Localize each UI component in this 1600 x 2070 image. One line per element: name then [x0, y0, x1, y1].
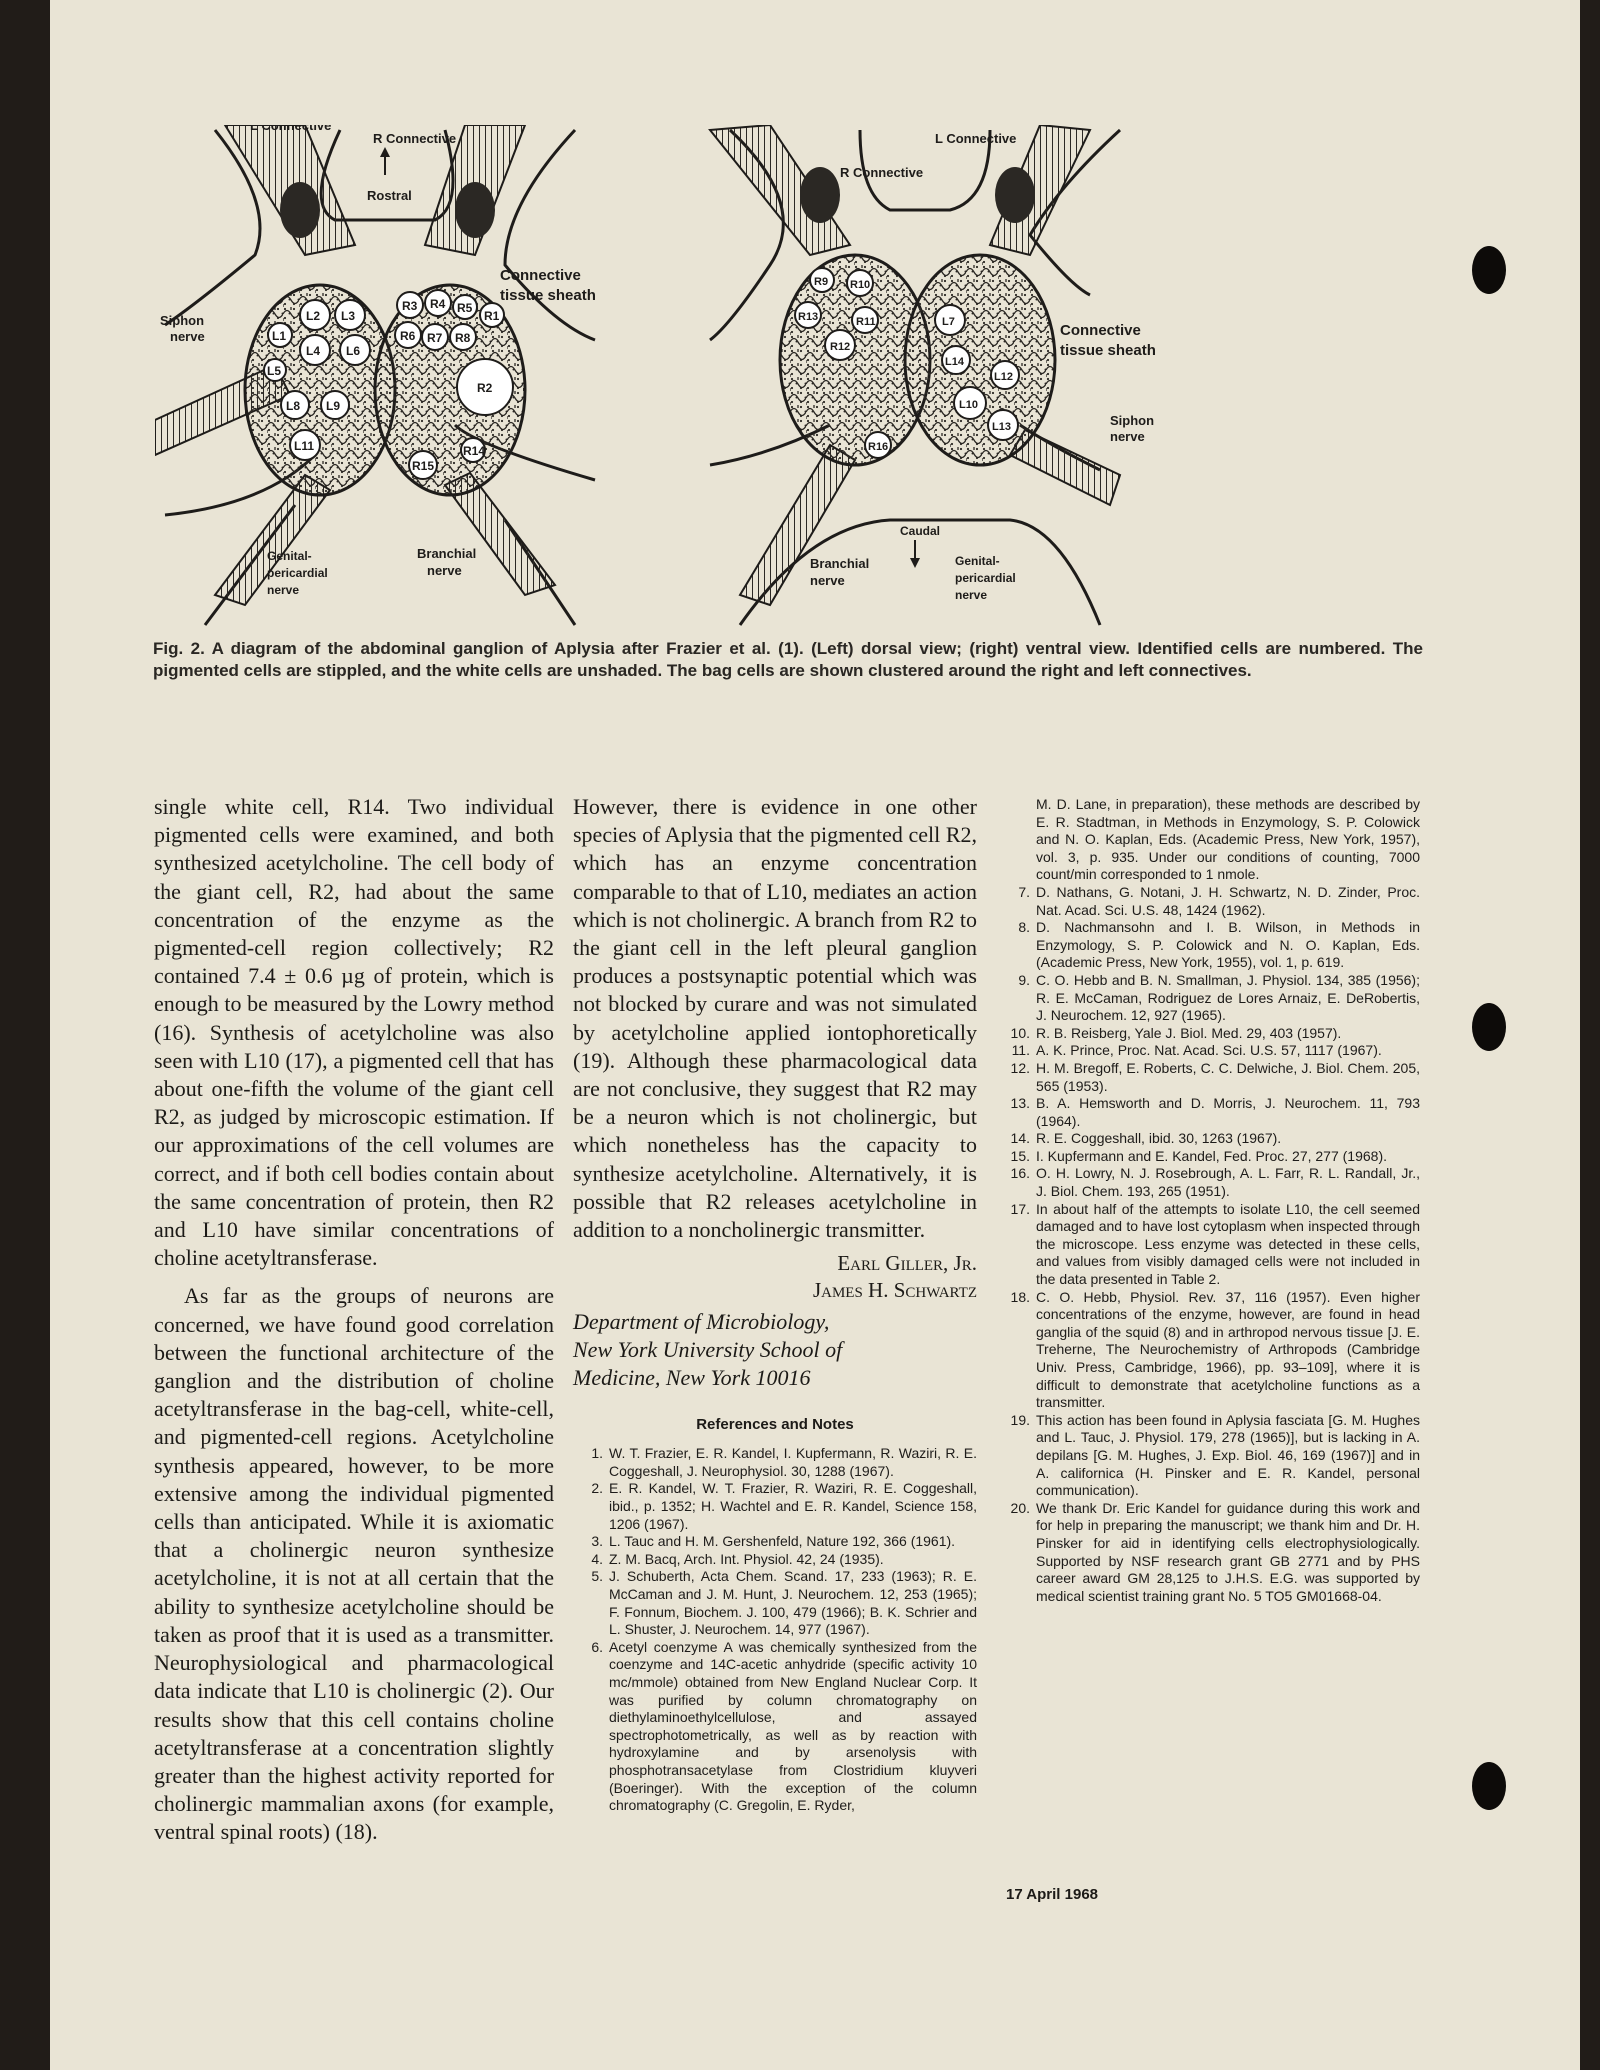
reference-item: [1000, 1500, 1420, 1606]
reference-item: [1000, 919, 1420, 972]
reference-number: 5.: [591, 1568, 603, 1585]
label-caudal: Caudal: [900, 524, 941, 538]
right-ventral-view: [710, 125, 1156, 625]
reference-item: [1000, 1095, 1420, 1130]
cell-label: R3: [402, 299, 418, 313]
label-sheath: tissue sheath: [1060, 342, 1156, 359]
cell-label: L6: [346, 344, 361, 358]
cell-label: L10: [959, 399, 978, 411]
reference-number: 10.: [1010, 1024, 1030, 1041]
reference-item: [1000, 1060, 1420, 1095]
cell-label: L12: [994, 371, 1013, 383]
cell-label: R4: [430, 297, 446, 311]
label-branchial-nerve: nerve: [810, 573, 845, 588]
references-column-3: [1000, 796, 1420, 1605]
reference-number: 2.: [591, 1480, 603, 1497]
label-branchial-nerve: Branchial: [417, 546, 477, 561]
cell-label: L11: [294, 439, 315, 453]
reference-item: [1000, 1130, 1420, 1148]
cell-label: L14: [945, 356, 964, 368]
label-genital-nerve: Genital-: [267, 549, 312, 563]
cell-label: R6: [400, 329, 416, 343]
label-genital-nerve: nerve: [267, 583, 300, 597]
reference-number: 19.: [1010, 1411, 1030, 1428]
label-sheath: Connective: [1060, 322, 1141, 339]
reference-text: J. Schuberth, Acta Chem. Scand. 17, 233 (1963); R. E. McCaman and J. M. Hunt, J. Neurochem. 12, 253 (1965); F. Fonnum, Biochem. J. 100, 479 (1966); B. K. Schrier and L. Shuster, J. Neurochem. 14, 977 (1967).: [609, 1568, 977, 1638]
reference-text: R. B. Reisberg, Yale J. Biol. Med. 29, 403 (1957).: [1036, 1024, 1342, 1041]
body-column-1: [154, 793, 554, 1847]
reference-item: [1000, 1148, 1420, 1166]
reference-item: [1000, 1165, 1420, 1200]
reference-number: 16.: [1010, 1165, 1030, 1182]
reference-number: 7.: [1018, 883, 1030, 900]
reference-text: D. Nachmansohn and I. B. Wilson, in Methods in Enzymology, S. P. Colowick and N. O. Kaplan, Eds. (Academic Press, New York, 1955), vol. 1, p. 619.: [1036, 919, 1420, 971]
binder-hole: [1472, 1762, 1506, 1810]
reference-item: [1000, 1025, 1420, 1043]
reference-number: 4.: [591, 1550, 603, 1567]
reference-item: [573, 1551, 977, 1569]
binder-hole: [1472, 1003, 1506, 1051]
affiliation-line: Medicine, New York 10016: [573, 1365, 811, 1391]
cell-label: R15: [412, 459, 435, 473]
author-name: James H. Schwartz: [812, 1278, 977, 1303]
reference-item: [573, 1445, 977, 1480]
cell-label: L1: [272, 329, 287, 343]
author-name: Earl Giller, Jr.: [837, 1251, 977, 1276]
label-r-connective: R Connective: [373, 131, 457, 146]
cell-label: L7: [942, 316, 955, 328]
label-branchial-nerve: Branchial: [810, 556, 870, 571]
label-rostral: Rostral: [367, 188, 412, 203]
cell-label: R12: [830, 341, 851, 353]
reference-text: We thank Dr. Eric Kandel for guidance during this work and for help in preparing the manuscript; we thank him and Dr. H. Pinsker for aid in identifying cells electrophysiologically. Supported by NSF research grant GB 2771 and by PHS career award GM 28,125 to J.H.S. E.G. was supported by medical scientist training grant No. 5 TO5 GM01668-04.: [1036, 1499, 1420, 1604]
label-genital-nerve: pericardial: [955, 571, 1016, 585]
affiliation-line: Department of Microbiology,: [573, 1309, 830, 1335]
label-branchial-nerve: nerve: [427, 563, 462, 578]
reference-number: 15.: [1010, 1147, 1030, 1164]
cell-label: L5: [267, 364, 282, 378]
reference-text: Z. M. Bacq, Arch. Int. Physiol. 42, 24 (1935).: [609, 1550, 884, 1567]
label-r-connective: R Connective: [840, 165, 924, 180]
references-list: [1000, 884, 1420, 1605]
reference-text: E. R. Kandel, W. T. Frazier, R. Waziri, R. E. Coggeshall, ibid., p. 1352; H. Wachtel and E. R. Kandel, Science 158, 1206 (1967).: [609, 1480, 977, 1532]
cell-label: R13: [798, 311, 819, 323]
reference-item: [573, 1639, 977, 1815]
cell-label: R14: [463, 444, 486, 458]
reference-number: 1.: [591, 1445, 603, 1462]
paragraph: single white cell, R14. Two individual pigmented cells were examined, and both synthesized acetylcholine. The cell body of the giant cell, R2, had about the same concentration of the enzyme as the pigmented-cell region collectively; R2 contained 7.4 ± 0.6 µg of protein, which is enough to be measured by the Lowry method (16). Synthesis of acetylcholine was also seen with L10 (17), a pigmented cell that has about one-fifth the volume of the giant cell R2, as judged by microscopic estimation. If our approximations of the cell volumes are correct, and if both cell bodies contain about the same concentration of protein, then R2 and L10 have similar concentrations of choline acetyltransferase.: [154, 794, 554, 1271]
binder-hole: [1472, 246, 1506, 294]
reference-text: D. Nathans, G. Notani, J. H. Schwartz, N. D. Zinder, Proc. Nat. Acad. Sci. U.S. 48, 1424 (1962).: [1036, 883, 1420, 918]
reference-item: [1000, 1042, 1420, 1060]
label-genital-nerve: nerve: [955, 588, 988, 602]
paragraph: As far as the groups of neurons are concerned, we have found good correlation between the functional architecture of the ganglion and the distribution of choline acetyltransferase in the bag-cell, white-cell, and pigmented-cell regions. Acetylcholine synthesis appeared, however, to be more extensive among the individual pigmented cells than anticipated. While it is axiomatic that a cholinergic neuron synthesize acetylcholine, it is not at all certain that the ability to synthesize acetylcholine should be taken as proof that it is used as a transmitter. Neurophysiological and pharmacological data indicate that L10 is cholinergic (2). Our results show that this cell contains choline acetyltransferase at a concentration slightly greater than the highest activity reported for cholinergic mammalian axons (for example, ventral spinal roots) (18).: [154, 1283, 554, 1845]
label-l-connective: L Connective: [935, 131, 1017, 146]
reference-number: 3.: [591, 1533, 603, 1550]
cell-label: L3: [341, 309, 356, 323]
reference-item: [1000, 972, 1420, 1025]
label-sheath: Connective: [500, 267, 581, 284]
reference-item: [1000, 1412, 1420, 1500]
cell-label: R11: [856, 316, 876, 328]
body-column-2: [573, 793, 977, 1815]
cell-label: R8: [455, 331, 471, 345]
reference-text: This action has been found in Aplysia fasciata [G. M. Hughes and L. Tauc, J. Physiol. 179, 278 (1965)], but is lacking in A. depilans [G. M. Hughes, J. Exp. Biol. 46, 169 (1967)] and in A. californica (H. Pinsker and E. R. Kandel, personal communication).: [1036, 1411, 1420, 1499]
ganglion-figure: [155, 125, 1425, 630]
reference-number: 9.: [1018, 971, 1030, 988]
cell-label: L8: [286, 399, 301, 413]
label-siphon-nerve: nerve: [170, 329, 205, 344]
reference-number: 14.: [1010, 1130, 1030, 1147]
affiliation-line: New York University School of: [573, 1337, 843, 1363]
reference-number: 17.: [1010, 1200, 1030, 1217]
reference-text: C. O. Hebb and B. N. Smallman, J. Physiol. 134, 385 (1956); R. E. McCaman, Rodriguez de Lores Arnaiz, E. DeRobertis, J. Neurochem. 12, 927 (1965).: [1036, 971, 1420, 1024]
reference-text: H. M. Bregoff, E. Roberts, C. C. Delwiche, J. Biol. Chem. 205, 565 (1953).: [1036, 1059, 1420, 1094]
left-dorsal-view: [155, 125, 596, 625]
references-heading: References and Notes: [696, 1416, 854, 1434]
reference-text: O. H. Lowry, N. J. Rosebrough, A. L. Farr, R. L. Randall, Jr., J. Biol. Chem. 193, 265 (1951).: [1036, 1165, 1420, 1200]
label-siphon-nerve: nerve: [1110, 429, 1145, 444]
cell-label: R9: [814, 276, 829, 288]
cell-label: R1: [484, 309, 500, 323]
reference-number: 8.: [1018, 919, 1030, 936]
reference-item: [1000, 1289, 1420, 1412]
reference-number: 6.: [591, 1638, 603, 1655]
reference-number: 12.: [1010, 1059, 1030, 1076]
cell-label: R5: [457, 301, 473, 315]
label-genital-nerve: pericardial: [267, 566, 328, 580]
reference-item: [573, 1533, 977, 1551]
label-siphon-nerve: Siphon: [160, 313, 205, 328]
reference-number: 11.: [1011, 1042, 1030, 1059]
reference-item: [573, 1480, 977, 1533]
figure-caption: Fig. 2. A diagram of the abdominal ganglion of Aplysia after Frazier et al. (1). (Left) dorsal view; (right) ventral view. Identified cells are numbered. The pigmented cells are stippled, and the white cells are unshaded. The bag cells are shown clustered around the right and left connectives.: [153, 639, 1423, 680]
reference-text: L. Tauc and H. M. Gershenfeld, Nature 192, 366 (1961).: [609, 1533, 956, 1550]
label-siphon-nerve: Siphon: [1110, 413, 1155, 428]
references-list: [573, 1445, 977, 1814]
reference-continuation: M. D. Lane, in preparation), these methods are described by E. R. Stadtman, in Methods in Enzymology, S. P. Colowick and N. O. Kaplan, Eds. (Academic Press, New York, 1957), vol. 3, p. 935. Under our conditions of counting, 7000 count/min corresponded to 1 nmole.: [1036, 796, 1420, 883]
paragraph: However, there is evidence in one other species of Aplysia that the pigmented cell R2, which has an enzyme concentration comparable to that of L10, mediates an action which is not cholinergic. A branch from R2 to the giant cell in the left pleural ganglion produces a postsynaptic potential which was not blocked by curare and was not simulated by acetylcholine applied iontophoretically (19). Although these pharmacological data are not conclusive, they suggest that R2 may be a neuron which is not cholinergic, but which nonetheless has the capacity to synthesize acetylcholine. Alternatively, it is possible that R2 releases acetylcholine in addition to a noncholinergic transmitter.: [573, 794, 977, 1243]
cell-label: L13: [992, 421, 1011, 433]
reference-text: R. E. Coggeshall, ibid. 30, 1263 (1967).: [1036, 1130, 1282, 1147]
cell-label: R7: [427, 331, 443, 345]
reference-number: 20.: [1010, 1499, 1030, 1516]
reference-text: W. T. Frazier, E. R. Kandel, I. Kupfermann, R. Waziri, R. E. Coggeshall, J. Neurophysiol. 30, 1288 (1967).: [609, 1445, 977, 1479]
cell-label: R2: [477, 381, 493, 395]
label-sheath: tissue sheath: [500, 287, 596, 304]
reference-number: 18.: [1010, 1288, 1030, 1305]
label-l-connective: L Connective: [250, 125, 332, 133]
affiliation: [573, 1308, 977, 1392]
reference-number: 13.: [1010, 1095, 1030, 1112]
reference-text: I. Kupfermann and E. Kandel, Fed. Proc. 27, 277 (1968).: [1036, 1147, 1387, 1164]
reference-text: Acetyl coenzyme A was chemically synthesized from the coenzyme and 14C-acetic anhydride (specific activity 10 mc/mmole) obtained from New England Nuclear Corp. It was purified by column chromatography on diethylaminoethylcellulose, and assayed spectrophotometrically, as well as by reaction with hydroxylamine and by arsenolysis with phosphotransacetylase from Clostridium kluyveri (Boeringer). With the exception of the column chromatography (C. Gregolin, E. Ryder,: [609, 1638, 977, 1814]
cell-label: R10: [850, 279, 871, 291]
cell-label: L2: [306, 309, 321, 323]
cell-label: L9: [326, 399, 341, 413]
reference-text: C. O. Hebb, Physiol. Rev. 37, 116 (1957). Even higher concentrations of the enzyme, however, are found in head ganglia of the squid (8) and in arthropod nervous tissue [J. E. Treherne, The Neurochemistry of Arthropods (Cambridge Univ. Press, Cambridge, 1966), pp. 93–109], where it is difficult to demonstrate that acetylcholine functions as a transmitter.: [1036, 1288, 1420, 1411]
reference-item: [1000, 1201, 1420, 1289]
cell-label: L4: [306, 344, 321, 358]
reference-item: [1000, 884, 1420, 919]
reference-item: [573, 1568, 977, 1638]
issue-date: 17 April 1968: [1006, 1886, 1098, 1903]
reference-text: B. A. Hemsworth and D. Morris, J. Neurochem. 11, 793 (1964).: [1036, 1095, 1420, 1129]
reference-text: In about half of the attempts to isolate L10, the cell seemed damaged and to have lost cytoplasm when inspected through the microscope. Less enzyme was detected in these cells, and values from visibly damaged cells were not included in the data presented in Table 2.: [1036, 1200, 1420, 1288]
label-genital-nerve: Genital-: [955, 554, 1000, 568]
reference-text: A. K. Prince, Proc. Nat. Acad. Sci. U.S. 57, 1117 (1967).: [1036, 1042, 1382, 1059]
cell-label: R16: [868, 441, 889, 453]
